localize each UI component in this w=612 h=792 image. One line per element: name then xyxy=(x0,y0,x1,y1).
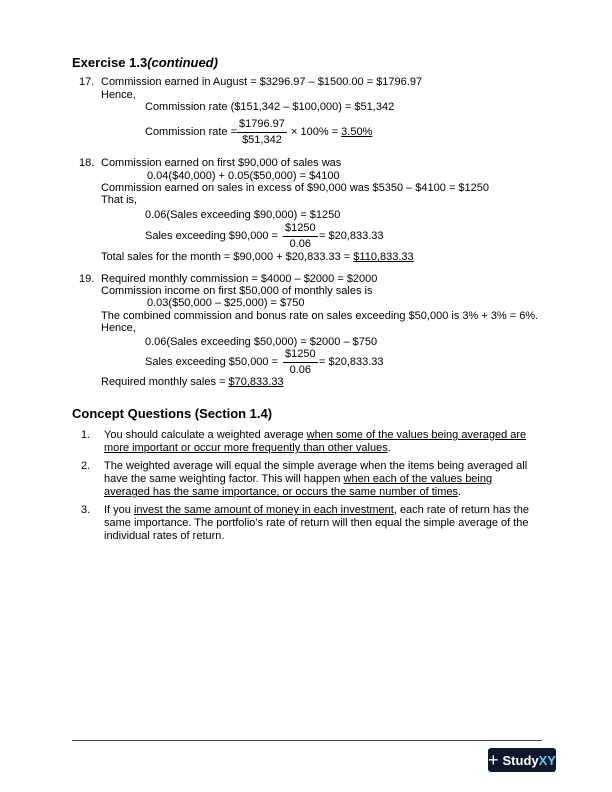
problem-17-frac-num: $1796.97 xyxy=(237,118,287,133)
concept-q3-post: , each rate of return has the same importance. The portfolio’s rate of return will then equal the simple average of the individual rates of return. xyxy=(104,504,529,542)
problem-19-line5: Hence, xyxy=(101,322,136,334)
problem-18-answer: $110,833.33 xyxy=(353,251,414,263)
problem-17-line3: Commission rate ($151,342 – $100,000) = $51,342 xyxy=(145,101,395,113)
concept-q2-text xyxy=(104,460,540,499)
brand-text: Study xyxy=(502,752,539,768)
problem-19-required xyxy=(101,376,284,389)
problem-19-eq-left: Sales exceeding $50,000 = xyxy=(145,356,279,368)
problem-19-frac-num: $1250 xyxy=(283,348,318,363)
concept-q1-post: . xyxy=(387,442,391,454)
problem-17-frac-den: $51,342 xyxy=(242,134,282,146)
concept-q2-number: 2. xyxy=(81,460,91,472)
concept-q2-pre: The weighted average will equal the simple average when the items being averaged all have the same weighting factor. This will happen xyxy=(104,460,528,485)
problem-18-line2: 0.04($40,000) + 0.05($50,000) = $4100 xyxy=(147,170,340,182)
problem-17-answer: 3.50% xyxy=(341,126,373,138)
concept-heading: Concept Questions (Section 1.4) xyxy=(72,406,273,421)
concept-q2-post: . xyxy=(458,486,462,498)
problem-18-line1: Commission earned on first $90,000 of sales was xyxy=(101,157,342,169)
studyxy-logo[interactable] xyxy=(488,748,556,772)
plus-icon: + xyxy=(488,750,499,770)
concept-q1-underlined: when some of the values being averaged are more important or occur more frequently than other values xyxy=(104,429,527,454)
concept-q1-pre: You should calculate a weighted average xyxy=(104,429,307,441)
problem-19-line6: 0.06(Sales exceeding $50,000) = $2000 – $750 xyxy=(145,336,378,348)
problem-19-eq-right: = $20,833.33 xyxy=(319,356,384,368)
problem-18-eq-right: = $20,833.33 xyxy=(319,230,384,242)
concept-q3-text xyxy=(104,504,540,543)
problem-17-fraction xyxy=(237,118,287,147)
problem-19-answer: $70,833.33 xyxy=(228,376,284,388)
concept-q3-underlined: invest the same amount of money in each investment xyxy=(133,504,394,516)
problem-19-frac-den: 0.06 xyxy=(289,364,311,376)
problem-18-total xyxy=(101,251,414,264)
problem-19-line1: Required monthly commission = $4000 – $2000 = $2000 xyxy=(101,273,378,285)
problem-17-eq-right xyxy=(291,126,372,139)
problem-18-frac-den: 0.06 xyxy=(289,238,311,250)
exercise-heading xyxy=(72,55,218,70)
problem-18-frac-num: $1250 xyxy=(283,222,318,237)
concept-q3-pre: If you xyxy=(104,504,134,516)
problem-18-line3: Commission earned on sales in excess of $90,000 was $5350 – $4100 = $1250 xyxy=(101,182,490,194)
problem-17-eq-right-pre: × 100% = xyxy=(291,126,339,138)
problem-17-number: 17. xyxy=(79,76,95,88)
problem-18-eq-left: Sales exceeding $90,000 = xyxy=(145,230,279,242)
problem-19-line2: Commission income on first $50,000 of monthly sales is xyxy=(101,285,373,297)
problem-19-number: 19. xyxy=(79,273,95,285)
problem-19-line4: The combined commission and bonus rate on sales exceeding $50,000 is 3% + 3% = 6%. xyxy=(101,310,539,322)
concept-q1-text xyxy=(104,429,540,455)
problem-18-total-pre: Total sales for the month = $90,000 + $20,833.33 = xyxy=(101,251,351,263)
exercise-title: Exercise 1.3 xyxy=(72,55,148,70)
problem-19-required-pre: Required monthly sales = xyxy=(101,376,226,388)
exercise-title-continued: (continued) xyxy=(147,55,218,70)
concept-q2-underlined: when each of the values being averaged has the same importance, or occurs the same number of times xyxy=(104,473,493,498)
problem-18-number: 18. xyxy=(79,157,95,169)
concept-q3-number: 3. xyxy=(81,504,91,516)
problem-18-line4: That is, xyxy=(101,194,138,206)
problem-19-fraction xyxy=(283,348,318,377)
problem-18-line5: 0.06(Sales exceeding $90,000) = $1250 xyxy=(145,209,341,221)
problem-17-line1: Commission earned in August = $3296.97 – $1500.00 = $1796.97 xyxy=(101,76,423,88)
problem-19-line3: 0.03($50,000 – $25,000) = $750 xyxy=(147,297,305,309)
concept-q1-number: 1. xyxy=(81,429,91,441)
problem-17-line2: Hence, xyxy=(101,89,136,101)
brand-accent-text: XY xyxy=(538,752,556,768)
problem-18-fraction xyxy=(283,222,318,251)
problem-17-eq-left: Commission rate = xyxy=(145,126,238,138)
footer-divider xyxy=(72,740,542,741)
